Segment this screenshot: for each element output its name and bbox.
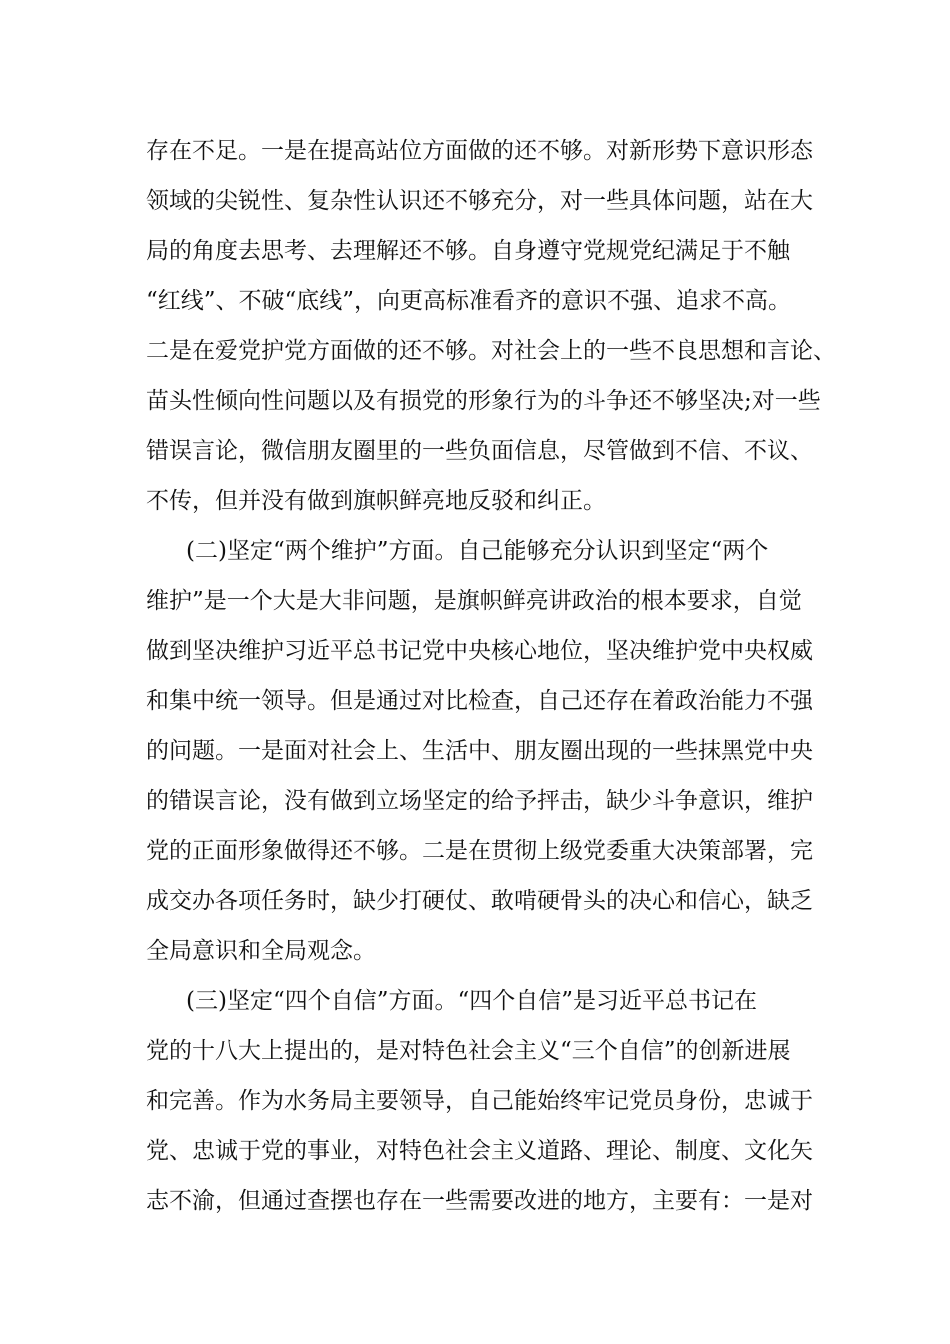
text-line: 维护”是一个大是大非问题，是旗帜鲜亮讲政治的根本要求，自觉 (146, 588, 802, 614)
text-line: 错误言论，微信朋友圈里的一些负面信息，尽管做到不信、不议、 (146, 438, 813, 464)
text-line: 苗头性倾向性问题以及有损党的形象行为的斗争还不够坚决;对一些 (146, 388, 821, 414)
text-line: 和完善。作为水务局主要领导，自己能始终牢记党员身份，忠诚于 (146, 1088, 813, 1114)
text-line: 志不渝，但通过查摆也存在一些需要改进的地方，主要有：一是对 (146, 1188, 813, 1214)
section-heading-line: (二)坚定“两个维护”方面。自己能够充分认识到坚定“两个 (186, 538, 769, 564)
text-line: 局的角度去思考、去理解还不够。自身遵守党规党纪满足于不触 (146, 238, 790, 264)
text-line: 全局意识和全局观念。 (146, 938, 376, 964)
text-line: 成交办各项任务时，缺少打硬仗、敢啃硬骨头的决心和信心，缺乏 (146, 888, 813, 914)
text-line: 和集中统一领导。但是通过对比检查，自己还存在着政治能力不强 (146, 688, 813, 714)
text-line: 存在不足。一是在提高站位方面做的还不够。对新形势下意识形态 (146, 138, 813, 164)
text-line: 不传，但并没有做到旗帜鲜亮地反驳和纠正。 (146, 488, 606, 514)
text-line: 做到坚决维护习近平总书记党中央核心地位，坚决维护党中央权威 (146, 638, 813, 664)
section-heading-line: (三)坚定“四个自信”方面。“四个自信”是习近平总书记在 (186, 988, 757, 1014)
text-line: 党的十八大上提出的，是对特色社会主义“三个自信”的创新进展 (146, 1038, 791, 1064)
text-line: 的问题。一是面对社会上、生活中、朋友圈出现的一些抹黑党中央 (146, 738, 813, 764)
text-line: “红线”、不破“底线”，向更高标准看齐的意识不强、追求不高。 (146, 288, 792, 314)
text-line: 党、忠诚于党的事业，对特色社会主义道路、理论、制度、文化矢 (146, 1138, 813, 1164)
text-line: 领域的尖锐性、复杂性认识还不够充分，对一些具体问题，站在大 (146, 188, 813, 214)
text-line: 党的正面形象做得还不够。二是在贯彻上级党委重大决策部署，完 (146, 838, 813, 864)
text-line: 的错误言论，没有做到立场坚定的给予抨击，缺少斗争意识，维护 (146, 788, 813, 814)
text-line: 二是在爱党护党方面做的还不够。对社会上的一些不良思想和言论、 (146, 338, 836, 364)
